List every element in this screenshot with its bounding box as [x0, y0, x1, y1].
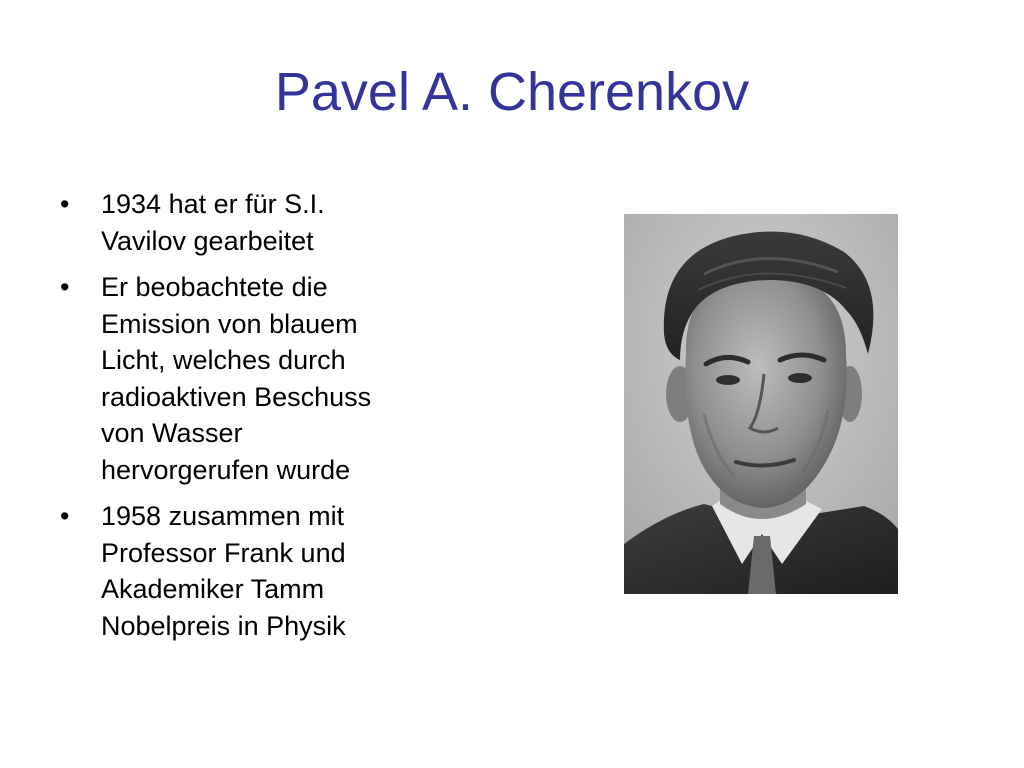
bullet-text: 1934 hat er für S.I. Vavilov gearbeitet	[101, 189, 325, 256]
bullet-icon: •	[60, 272, 70, 302]
bullet-list	[56, 186, 476, 654]
bullet-icon: •	[60, 501, 70, 531]
bullet-text: Er beobachtete die Emission von blauem Licht, welches durch radioaktiven Beschuss von Wasser hervorgerufen wurde	[101, 272, 372, 485]
bullet-text: 1958 zusammen mit Professor Frank und Akademiker Tamm Nobelpreis in Physik	[101, 501, 346, 641]
list-item	[56, 269, 476, 488]
list-item	[56, 186, 476, 259]
portrait-photo	[624, 214, 898, 594]
slide-title: Pavel A. Cherenkov	[274, 62, 750, 122]
portrait-photo-icon	[624, 214, 898, 594]
list-item	[56, 498, 476, 644]
bullet-icon: •	[60, 189, 70, 219]
